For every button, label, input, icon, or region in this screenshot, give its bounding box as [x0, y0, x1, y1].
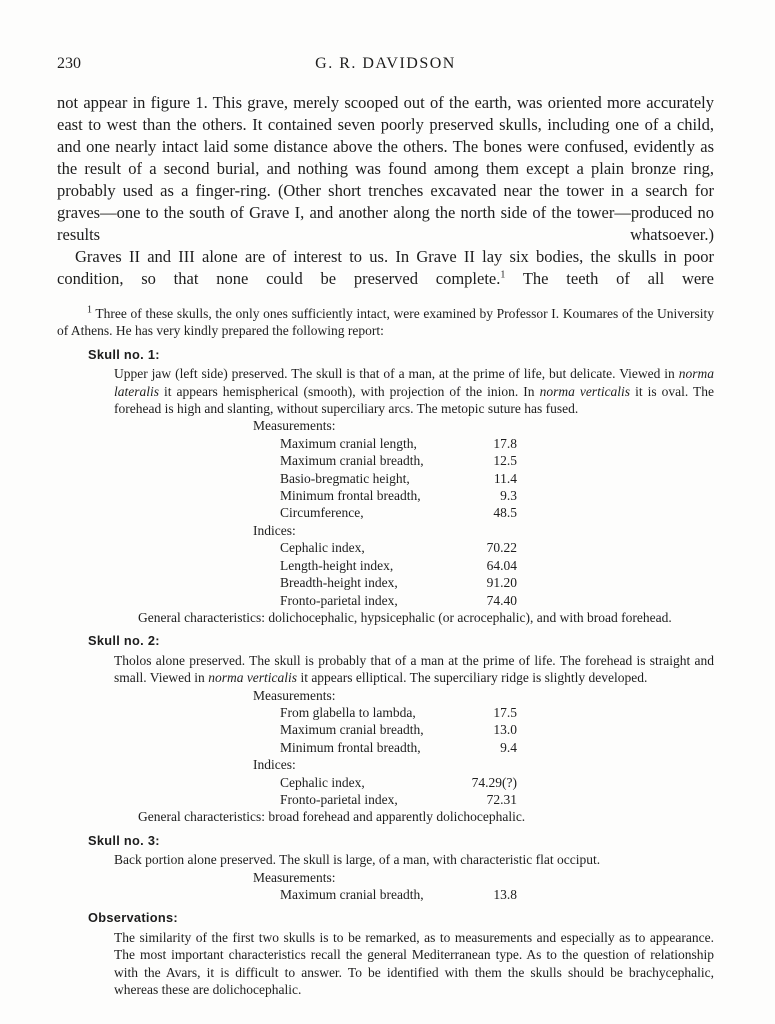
- index-label: Breadth-height index,: [280, 575, 398, 591]
- measurement-value: 17.8: [493, 435, 517, 451]
- measurement-label: Minimum frontal breadth,: [280, 739, 421, 755]
- index-label: Cephalic index,: [280, 774, 365, 790]
- paragraph-2: [57, 246, 714, 290]
- desc-text: Upper jaw (left side) preserved. The skull is that of a man, at the prime of life, but delicate. Viewed in: [114, 366, 679, 382]
- measurement-value: 11.4: [493, 470, 517, 486]
- measurement-value: 13.8: [493, 887, 517, 902]
- measurement-row: [280, 721, 517, 738]
- measurement-value: 12.5: [493, 453, 517, 469]
- desc-text: it appears elliptical. The superciliary ridge is slightly developed.: [297, 670, 648, 686]
- index-value: 72.31: [486, 791, 517, 807]
- running-header: [57, 55, 714, 75]
- paragraph-2-text: Graves II and III alone are of interest to us. In Grave II lay six bodies, the skulls in poor condition, so that none could be preserved complete.: [57, 247, 714, 288]
- measurement-value: 9.3: [500, 488, 517, 504]
- index-row: [280, 539, 517, 556]
- skull-1-general-characteristics: General characteristics: dolichocephalic, hypsicephalic (or acrocephalic), and with broad forehead.: [138, 609, 672, 625]
- measurement-row: [280, 470, 517, 487]
- indices-label: Indices:: [253, 757, 296, 773]
- measurement-row: [280, 435, 517, 452]
- skull-2-description: [114, 652, 714, 687]
- latin-term: norma verticalis: [208, 670, 298, 686]
- measurements-label: Measurements:: [253, 869, 336, 885]
- page-number: 230: [57, 55, 81, 72]
- index-row: [280, 592, 517, 609]
- desc-text: Back portion alone preserved. The skull is large, of a man, with characteristic flat occiput.: [114, 852, 601, 868]
- index-row: [280, 574, 517, 591]
- skull-1-description: [114, 365, 714, 417]
- measurements-label: Measurements:: [253, 418, 336, 434]
- observations-section: [57, 909, 714, 998]
- index-value: 70.22: [486, 540, 517, 556]
- measurement-value: 9.4: [500, 739, 517, 755]
- footnote-reference: 1: [500, 269, 506, 281]
- running-title: G. R. DAVIDSON: [315, 55, 456, 72]
- index-row: [280, 791, 517, 808]
- latin-term: norma lateralis: [114, 366, 714, 399]
- index-label: Length-height index,: [280, 557, 394, 573]
- index-label: Fronto-parietal index,: [280, 791, 398, 807]
- skull-section-1: [57, 346, 714, 627]
- footnote-intro: [57, 305, 714, 340]
- measurement-label: From glabella to lambda,: [280, 704, 416, 720]
- measurement-value: 48.5: [493, 505, 517, 521]
- measurement-row: [280, 504, 517, 521]
- measurement-row: [280, 886, 517, 903]
- skull-2-heading: Skull no. 2:: [88, 633, 160, 649]
- index-value: 74.40: [486, 592, 517, 608]
- skull-section-3: [57, 832, 714, 904]
- footnote-report: [57, 305, 714, 998]
- measurement-row: [280, 739, 517, 756]
- index-value: 74.29(?): [471, 774, 517, 790]
- measurement-row: [280, 487, 517, 504]
- indices-label: Indices:: [253, 522, 296, 538]
- skull-3-heading: Skull no. 3:: [88, 832, 160, 848]
- paragraph-1: not appear in figure 1. This grave, merely scooped out of the earth, was oriented more accurately east to west than the others. It contained seven poorly preserved skulls, including one of a child, and one nearly intact laid some distance above the others. The bones were confused, evidently as the result of a second burial, and nothing was found among them except a plain bronze ring, probably used as a finger-ring. (Other short trenches excavated near the tower in a search for graves—one to the south of Grave I, and another along the north side of the tower—produced no results whatsoever.): [57, 93, 714, 244]
- measurement-label: Maximum cranial breadth,: [280, 887, 424, 902]
- measurement-value: 17.5: [493, 704, 517, 720]
- measurement-label: Maximum cranial breadth,: [280, 453, 424, 469]
- desc-text: Tholos alone preserved. The skull is probably that of a man at the prime of life. The forehead is straight and small. Viewed in: [114, 652, 714, 686]
- measurement-label: Maximum cranial breadth,: [280, 722, 424, 738]
- observations-text: The similarity of the first two skulls is to be remarked, as to measurements and especially as to appearance. The most important characteristics recall the general Mediterranean type. As to the question of relationship with the Avars, it is difficult to answer. To be identified with them the skulls should be brachycephalic, whereas these are dolichocephalic.: [114, 929, 714, 998]
- measurements-label: Measurements:: [253, 687, 336, 703]
- measurement-label: Circumference,: [280, 505, 364, 521]
- index-row: [280, 774, 517, 791]
- index-value: 91.20: [486, 575, 517, 591]
- index-label: Cephalic index,: [280, 540, 365, 556]
- main-body: [57, 92, 714, 290]
- index-row: [280, 557, 517, 574]
- measurement-label: Maximum cranial length,: [280, 435, 417, 451]
- skull-3-description: [114, 851, 714, 868]
- measurement-row: [280, 452, 517, 469]
- measurement-row: [280, 704, 517, 721]
- measurement-value: 13.0: [493, 722, 517, 738]
- observations-heading: Observations:: [88, 910, 178, 926]
- measurement-label: Basio-bregmatic height,: [280, 470, 410, 486]
- skull-1-heading: Skull no. 1:: [88, 346, 160, 362]
- desc-text: it appears hemispherical (smooth), with projection of the inion. In: [159, 383, 540, 399]
- footnote-intro-text: Three of these skulls, the only ones sufficiently intact, were examined by Professor I. Koumares of the University of Athens. He has very kindly prepared the following report:: [57, 306, 714, 339]
- footnote-marker: 1: [87, 304, 92, 316]
- measurement-label: Minimum frontal breadth,: [280, 488, 421, 504]
- desc-text: it is oval. The forehead is high and slanting, without superciliary arcs. The metopic suture has fused.: [114, 383, 714, 417]
- text-block: [57, 55, 714, 998]
- index-value: 64.04: [486, 557, 517, 573]
- skull-2-general-characteristics: General characteristics: broad forehead and apparently dolichocephalic.: [138, 809, 526, 825]
- index-label: Fronto-parietal index,: [280, 592, 398, 608]
- latin-term: norma verticalis: [539, 383, 631, 399]
- paragraph-2-continuation: The teeth of all were: [505, 269, 714, 288]
- skull-section-2: [57, 632, 714, 825]
